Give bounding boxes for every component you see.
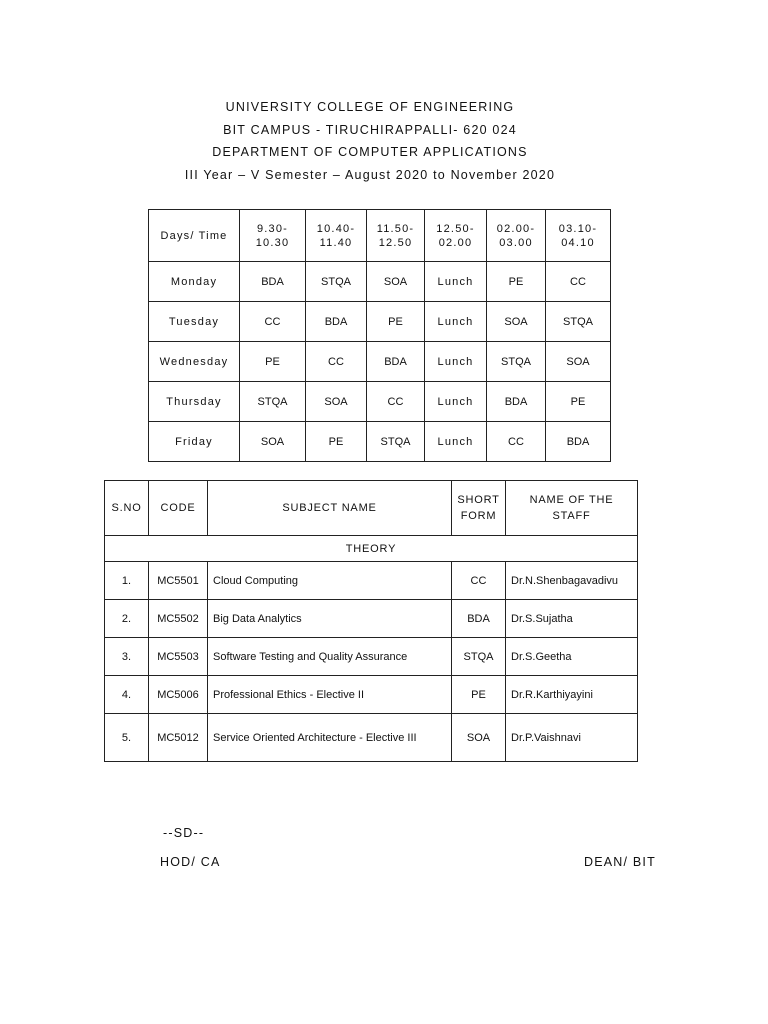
period-cell: CC: [487, 422, 546, 462]
subjects-table: [104, 480, 638, 762]
sno-cell: 1.: [105, 562, 149, 600]
timetable-row-tuesday: [149, 302, 611, 342]
day-cell: Friday: [149, 422, 240, 462]
subject-row: [105, 638, 638, 676]
university-name: UNIVERSITY COLLEGE OF ENGINEERING: [225, 100, 515, 114]
period-cell: CC: [306, 342, 367, 382]
period-cell: CC: [546, 262, 611, 302]
sno-cell: 3.: [105, 638, 149, 676]
subject-name-header: SUBJECT NAME: [208, 481, 452, 536]
subject-name-cell: Software Testing and Quality Assurance: [208, 638, 452, 676]
sno-cell: 5.: [105, 714, 149, 762]
short-form-cell: CC: [452, 562, 506, 600]
time-slot-header: 02.00- 03.00: [487, 210, 546, 262]
dean-signature-label: DEAN/ BIT: [584, 855, 656, 869]
period-cell: SOA: [367, 262, 425, 302]
period-cell: CC: [367, 382, 425, 422]
period-cell: PE: [306, 422, 367, 462]
staff-name-header: NAME OF THE STAFF: [506, 481, 638, 536]
period-cell: BDA: [306, 302, 367, 342]
subject-row: [105, 676, 638, 714]
period-cell: PE: [487, 262, 546, 302]
hod-signature-label: HOD/ CA: [160, 855, 221, 869]
staff-name-cell: Dr.S.Sujatha: [506, 600, 638, 638]
code-header: CODE: [149, 481, 208, 536]
staff-name-cell: Dr.P.Vaishnavi: [506, 714, 638, 762]
day-cell: Tuesday: [149, 302, 240, 342]
sno-header: S.NO: [105, 481, 149, 536]
time-slot-header: 12.50- 02.00: [425, 210, 487, 262]
timetable-header-row: [149, 210, 611, 262]
period-cell: STQA: [367, 422, 425, 462]
period-cell: CC: [240, 302, 306, 342]
period-cell: STQA: [306, 262, 367, 302]
department-name: DEPARTMENT OF COMPUTER APPLICATIONS: [212, 145, 528, 160]
lunch-cell: Lunch: [425, 382, 487, 422]
time-slot-header: 11.50- 12.50: [367, 210, 425, 262]
period-cell: PE: [367, 302, 425, 342]
document-header: [0, 97, 740, 188]
subject-name-cell: Big Data Analytics: [208, 600, 452, 638]
subject-name-cell: Service Oriented Architecture - Elective III: [208, 714, 452, 762]
short-form-cell: PE: [452, 676, 506, 714]
theory-label: THEORY: [105, 536, 638, 562]
lunch-cell: Lunch: [425, 262, 487, 302]
timetable-row-monday: [149, 262, 611, 302]
period-cell: PE: [546, 382, 611, 422]
subject-name-cell: Cloud Computing: [208, 562, 452, 600]
sno-cell: 4.: [105, 676, 149, 714]
period-cell: BDA: [367, 342, 425, 382]
period-cell: BDA: [240, 262, 306, 302]
staff-name-cell: Dr.N.Shenbagavadivu: [506, 562, 638, 600]
period-cell: BDA: [546, 422, 611, 462]
period-cell: SOA: [546, 342, 611, 382]
timetable: [148, 209, 611, 462]
staff-name-cell: Dr.S.Geetha: [506, 638, 638, 676]
period-cell: PE: [240, 342, 306, 382]
subject-row: [105, 714, 638, 762]
period-cell: STQA: [546, 302, 611, 342]
code-cell: MC5502: [149, 600, 208, 638]
code-cell: MC5503: [149, 638, 208, 676]
short-form-header: SHORT FORM: [452, 481, 506, 536]
subject-name-cell: Professional Ethics - Elective II: [208, 676, 452, 714]
period-cell: STQA: [487, 342, 546, 382]
semester-info: III Year – V Semester – August 2020 to November 2020: [184, 168, 556, 183]
subject-row: [105, 562, 638, 600]
subjects-header-row: [105, 481, 638, 536]
subject-row: [105, 600, 638, 638]
timetable-corner-cell: Days/ Time: [149, 210, 240, 262]
theory-section-row: [105, 536, 638, 562]
code-cell: MC5006: [149, 676, 208, 714]
staff-name-cell: Dr.R.Karthiyayini: [506, 676, 638, 714]
day-cell: Thursday: [149, 382, 240, 422]
period-cell: SOA: [487, 302, 546, 342]
time-slot-header: 03.10- 04.10: [546, 210, 611, 262]
signed-mark: --SD--: [163, 826, 205, 840]
period-cell: SOA: [240, 422, 306, 462]
period-cell: BDA: [487, 382, 546, 422]
sno-cell: 2.: [105, 600, 149, 638]
short-form-cell: SOA: [452, 714, 506, 762]
period-cell: STQA: [240, 382, 306, 422]
code-cell: MC5501: [149, 562, 208, 600]
short-form-cell: BDA: [452, 600, 506, 638]
lunch-cell: Lunch: [425, 422, 487, 462]
day-cell: Wednesday: [149, 342, 240, 382]
timetable-row-thursday: [149, 382, 611, 422]
day-cell: Monday: [149, 262, 240, 302]
period-cell: SOA: [306, 382, 367, 422]
lunch-cell: Lunch: [425, 342, 487, 382]
code-cell: MC5012: [149, 714, 208, 762]
time-slot-header: 10.40- 11.40: [306, 210, 367, 262]
timetable-row-wednesday: [149, 342, 611, 382]
campus-address: BIT CAMPUS - TIRUCHIRAPPALLI- 620 024: [223, 122, 517, 137]
lunch-cell: Lunch: [425, 302, 487, 342]
timetable-row-friday: [149, 422, 611, 462]
time-slot-header: 9.30- 10.30: [240, 210, 306, 262]
short-form-cell: STQA: [452, 638, 506, 676]
